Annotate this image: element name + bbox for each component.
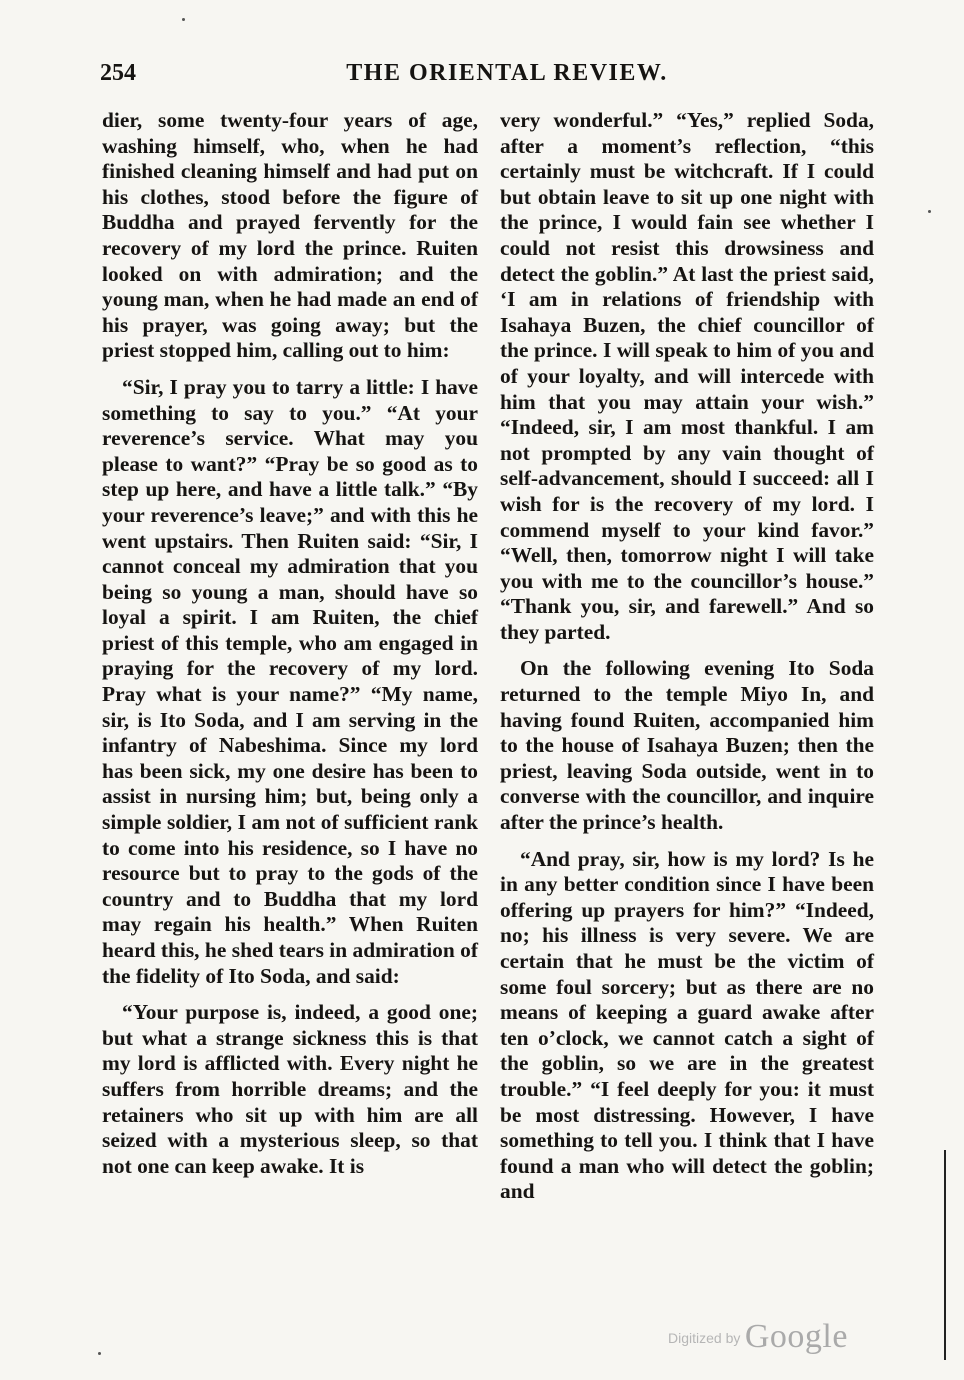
page-header: [100, 60, 874, 92]
right-column: [500, 108, 874, 1205]
scan-speck: [928, 210, 931, 213]
watermark-prefix: Digitized by: [668, 1330, 741, 1346]
scan-speck: [182, 18, 185, 21]
paragraph: very wonderful.” “Yes,” replied Soda, after a moment’s reflection, “this certainly must be witchcraft. If I could but obtain leave to sit up one night with the prince, I would fain see whether I could not resist this drowsiness and detect the goblin.” At last the priest said, ‘I am in relations of friendship with Isahaya Buzen, the chief councillor of the prince. I will speak to him of you and of your loyalty, and will intercede with him that you may attain your wish.” “Indeed, sir, I am most thankful. I am not prompted by any vain thought of self-advancement, should I succeed: all I wish for is the recovery of my lord. I commend myself to your kind favor.” “Well, then, tomorrow night I will take you with me to the councillor’s house.” “Thank you, sir, and farewell.” And so they parted.: [500, 108, 874, 644]
paragraph: “Your purpose is, indeed, a good one; but what a strange sickness this is that my lord is afflicted with. Every night he suffers from horrible dreams; and the retainers who sit up with him are all seized with a mysterious sleep, so that not one can keep awake. It is: [102, 1000, 478, 1178]
scan-speck: [98, 1352, 101, 1355]
page-number: 254: [100, 60, 136, 86]
left-column: [102, 108, 478, 1179]
paragraph: “Sir, I pray you to tarry a little: I have something to say to you.” “At your reverence’s service. What may you please to want?” “Pray be so good as to step up here, and have a little talk.” “By your reverence’s leave;” and with this he went upstairs. Then Ruiten said: “Sir, I cannot conceal my admiration that you being so young a man, should have so loyal a spirit. I am Ruiten, the chief priest of this temple, who am engaged in praying for the recovery of my lord. Pray what is your name?” “My name, sir, is Ito Soda, and I am serving in the infantry of Nabeshima. Since my lord has been sick, my one desire has been to assist in nursing him; but, being only a simple soldier, I am not of sufficient rank to come into his residence, so I have no resource but to pray to the gods of the country and to Buddha that my lord may regain his health.” When Ruiten heard this, he shed tears in admiration of the fidelity of Ito Soda, and said:: [102, 374, 478, 988]
scan-edge-line: [944, 1150, 946, 1360]
running-head: THE ORIENTAL REVIEW.: [346, 60, 668, 86]
paragraph: “And pray, sir, how is my lord? Is he in any better condition since I have been offering up prayers for him?” “Indeed, no; his illness is very severe. We are certain that he must be the victim of some foul sorcery; but as there are no means of keeping a guard awake after ten o’clock, we cannot catch a sight of the goblin, so we are in the greatest trouble.” “I feel deeply for you: it must be most distressing. However, I have something to tell you. I think that I have found a man who will detect the goblin; and: [500, 846, 874, 1204]
paragraph: dier, some twenty-four years of age, washing himself, who, when he had finished cleaning himself and had put on his clothes, stood before the figure of Buddha and prayed fervently for the recovery of my lord the prince. Ruiten looked on with admiration; and the young man, when he had made an end of his prayer, was going away; but the priest stopped him, calling out to him:: [102, 108, 478, 363]
paragraph: On the following evening Ito Soda returned to the temple Miyo In, and having found Ruiten, accompanied him to the house of Isahaya Buzen; then the priest, leaving Soda outside, went in to converse with the councillor, and inquire after the prince’s health.: [500, 656, 874, 835]
digitized-watermark: [668, 1318, 848, 1356]
watermark-logo: Google: [744, 1318, 848, 1355]
